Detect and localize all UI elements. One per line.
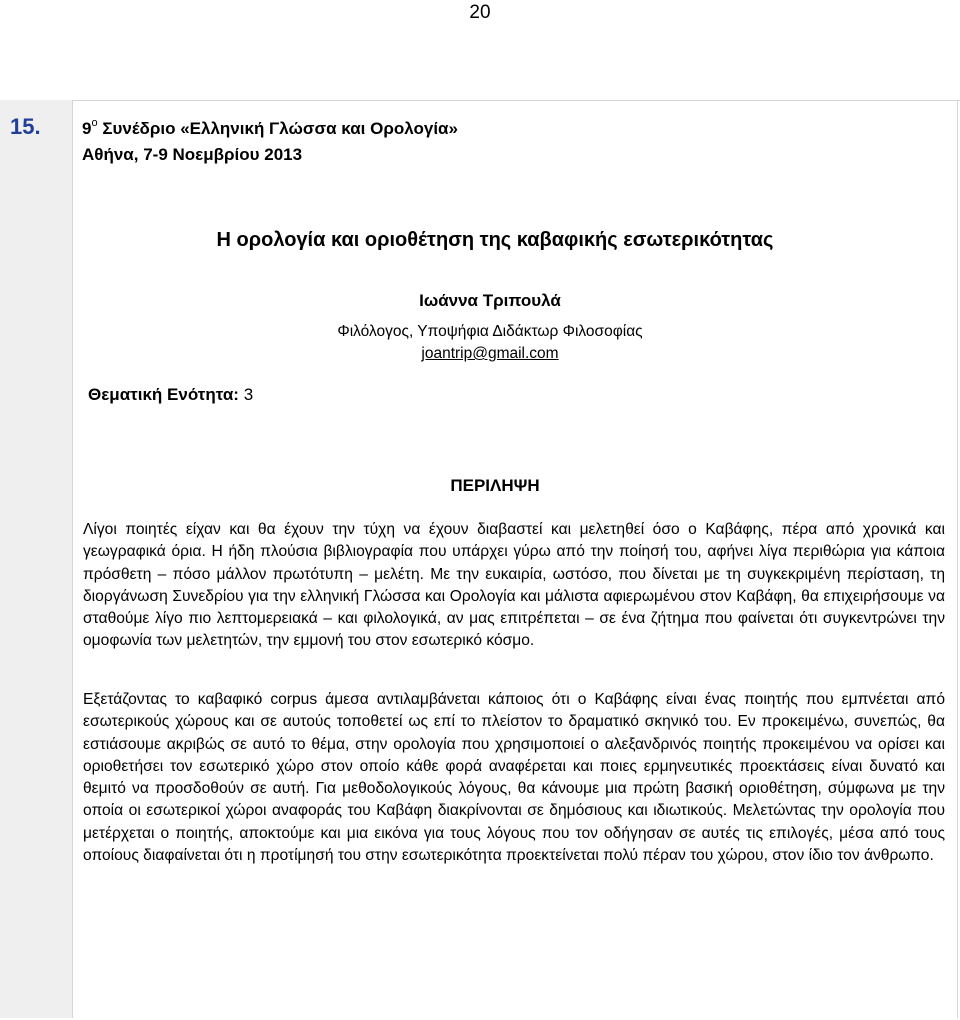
abstract-paragraph-2: Εξετάζοντας το καβαφικό corpus άμεσα αντιλαμβάνεται κάποιος ότι ο Καβάφης είναι ένας ποιητής που εμπνέεται από εσωτερικούς χώρους και σε αυτούς τοποθετεί ως επί το πλείστον το δραματικό σκηνικό του. Εν προκειμένω, συνεπώς, θα εστιάσουμε ακριβώς σε αυτό το θέμα, στην ορολογία που χρησιμοποιεί ο αλεξανδρινός ποιητής προκειμένου να ορίσει και οριοθετήσει τον εσωτερικό χώρο στον οποίο κάθε φορά αναφέρεται και ποιες ερμηνευτικές προεκτάσεις είναι δυνατό και θεμιτό να προσδοθούν σε αυτή. Για μεθοδολογικούς λόγους, θα κάνουμε μια πρώτη βασική οριοθέτηση, σύμφωνα με την οποία οι εσωτερικοί χώροι αναφοράς του Καβάφη διακρίνονται σε δημόσιους και ιδιωτικούς. Μελετώντας την ορολογία που μετέρχεται ο ποιητής, αποκτούμε και μια εικόνα για τους λόγους που τον οδήγησαν σε αυτές τις επιλογές, μέσα από τους οποίους διαφαίνεται ότι η προτίμησή του στην εσωτερικότητα προεκτείνεται πολύ πέραν του χώρου, στον ίδιο τον άνθρωπο. (83, 691, 945, 865)
abstract-paragraph-1: Λίγοι ποιητές είχαν και θα έχουν την τύχη να έχουν διαβαστεί και μελετηθεί όσο ο Καβάφης, πέρα από χρονικά και γεωγραφικά όρια. Η ήδη πλούσια βιβλιογραφία που υπάρχει γύρω από την ποίησή του, αφήνει λίγα περιθώρια για κάποια πρόσθετη – πόσο μάλλον πρωτότυπη – μελέτη. Με την ευκαιρία, ωστόσο, που δίνεται με τη συγκεκριμένη περίσταση, τη διοργάνωση Συνεδρίου για την ελληνική Γλώσσα και Ορολογία και μάλιστα αφιερωμένου στον Καβάφη, θα επιχειρήσουμε να σταθούμε λίγο πιο λεπτομερειακά – και φιλολογικά, αν μας επιτρέπεται – σε ένα ζήτημα που φαίνεται ότι συγκεντρώνει την ομοφωνία των μελετητών, την εμμονή του στον εσωτερικό κόσμο. (83, 521, 945, 650)
left-margin-column (0, 100, 73, 1018)
right-divider (957, 100, 958, 1018)
author-email-link[interactable]: joantrip@gmail.com (421, 345, 559, 362)
conference-location-date: Αθήνα, 7-9 Νοεμβρίου 2013 (82, 145, 303, 164)
conference-ordinal-suffix: ο (91, 117, 98, 129)
author-email-line (270, 345, 710, 363)
author-name: Ιωάννα Τριπουλά (419, 291, 561, 310)
thematic-unit (88, 385, 253, 405)
author-affiliation: Φιλόλογος, Υποψήφια Διδάκτωρ Φιλοσοφίας (337, 323, 643, 340)
conference-line-1 (82, 116, 682, 142)
paper-title: Η ορολογία και οριοθέτηση της καβαφικής εσωτερικότητας (216, 229, 774, 251)
entry-number: 15. (10, 114, 41, 139)
thematic-unit-number: 3 (243, 385, 254, 404)
thematic-unit-label: Θεματική Ενότητα: (88, 385, 239, 404)
conference-ordinal: 9 (82, 119, 92, 138)
abstract-heading: ΠΕΡΙΛΗΨΗ (450, 476, 540, 495)
top-divider (0, 100, 960, 101)
conference-name: Συνέδριο «Ελληνική Γλώσσα και Ορολογία» (97, 119, 458, 138)
conference-header (82, 116, 682, 168)
page-number: 20 (469, 2, 491, 23)
